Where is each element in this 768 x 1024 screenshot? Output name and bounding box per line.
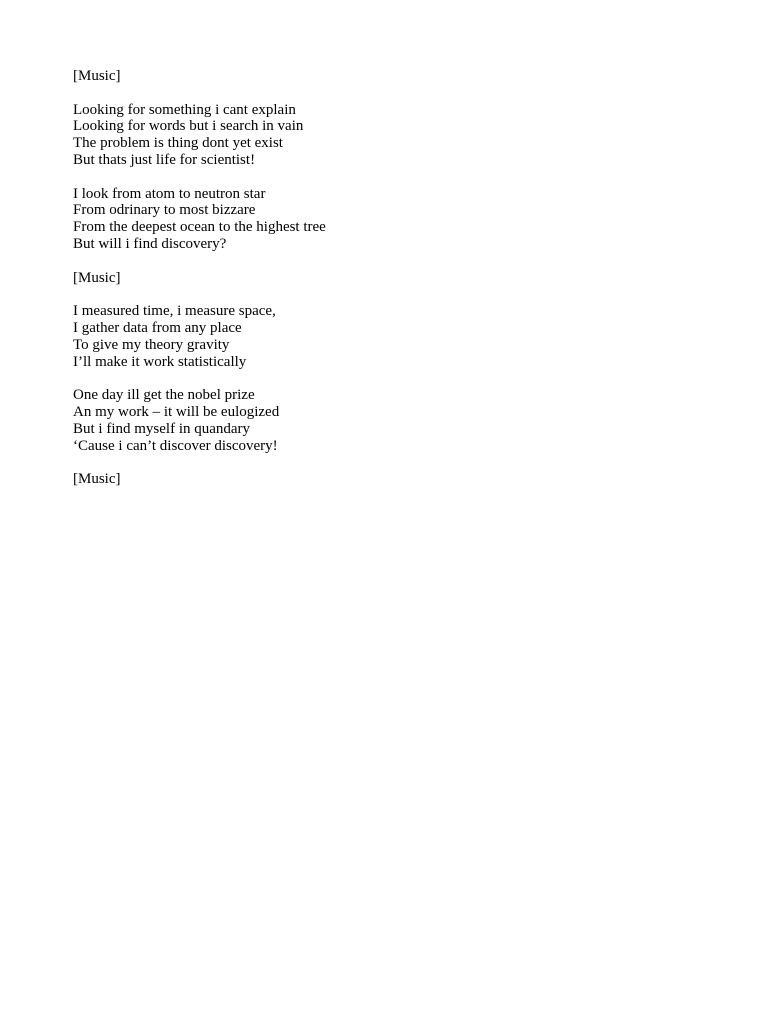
text-line: One day ill get the nobel prize: [73, 387, 255, 404]
text-line: I look from atom to neutron star: [73, 185, 266, 202]
document-page: [73, 68, 693, 505]
text-line: But will i find discovery?: [73, 235, 227, 252]
text-line: ‘Cause i can’t discover discovery!: [73, 437, 278, 454]
text-line: The problem is thing dont yet exist: [73, 135, 283, 152]
text-line: But thats just life for scientist!: [73, 151, 256, 168]
text-line: An my work – it will be eulogized: [73, 403, 280, 420]
text-line: I’ll make it work statistically: [73, 353, 247, 370]
stanza-verse-4: [73, 387, 693, 454]
text-line: Looking for something i cant explain: [73, 101, 296, 118]
text-line: Looking for words but i search in vain: [73, 118, 304, 135]
stanza-music-break: [73, 270, 693, 287]
stanza-verse-1: [73, 102, 693, 169]
text-line: From the deepest ocean to the highest tree: [73, 219, 326, 236]
text-line: To give my theory gravity: [73, 336, 230, 353]
text-line: [Music]: [73, 68, 121, 84]
text-line: I gather data from any place: [73, 319, 242, 336]
text-line: [Music]: [73, 471, 121, 488]
text-line: But i find myself in quandary: [73, 420, 251, 437]
stanza-music-outro: [73, 471, 693, 488]
stanza-music-intro: [73, 68, 693, 85]
text-line: [Music]: [73, 269, 121, 286]
text-line: From odrinary to most bizzare: [73, 202, 256, 219]
stanza-verse-3: [73, 303, 693, 370]
text-line: I measured time, i measure space,: [73, 303, 276, 320]
stanza-verse-2: [73, 186, 693, 253]
